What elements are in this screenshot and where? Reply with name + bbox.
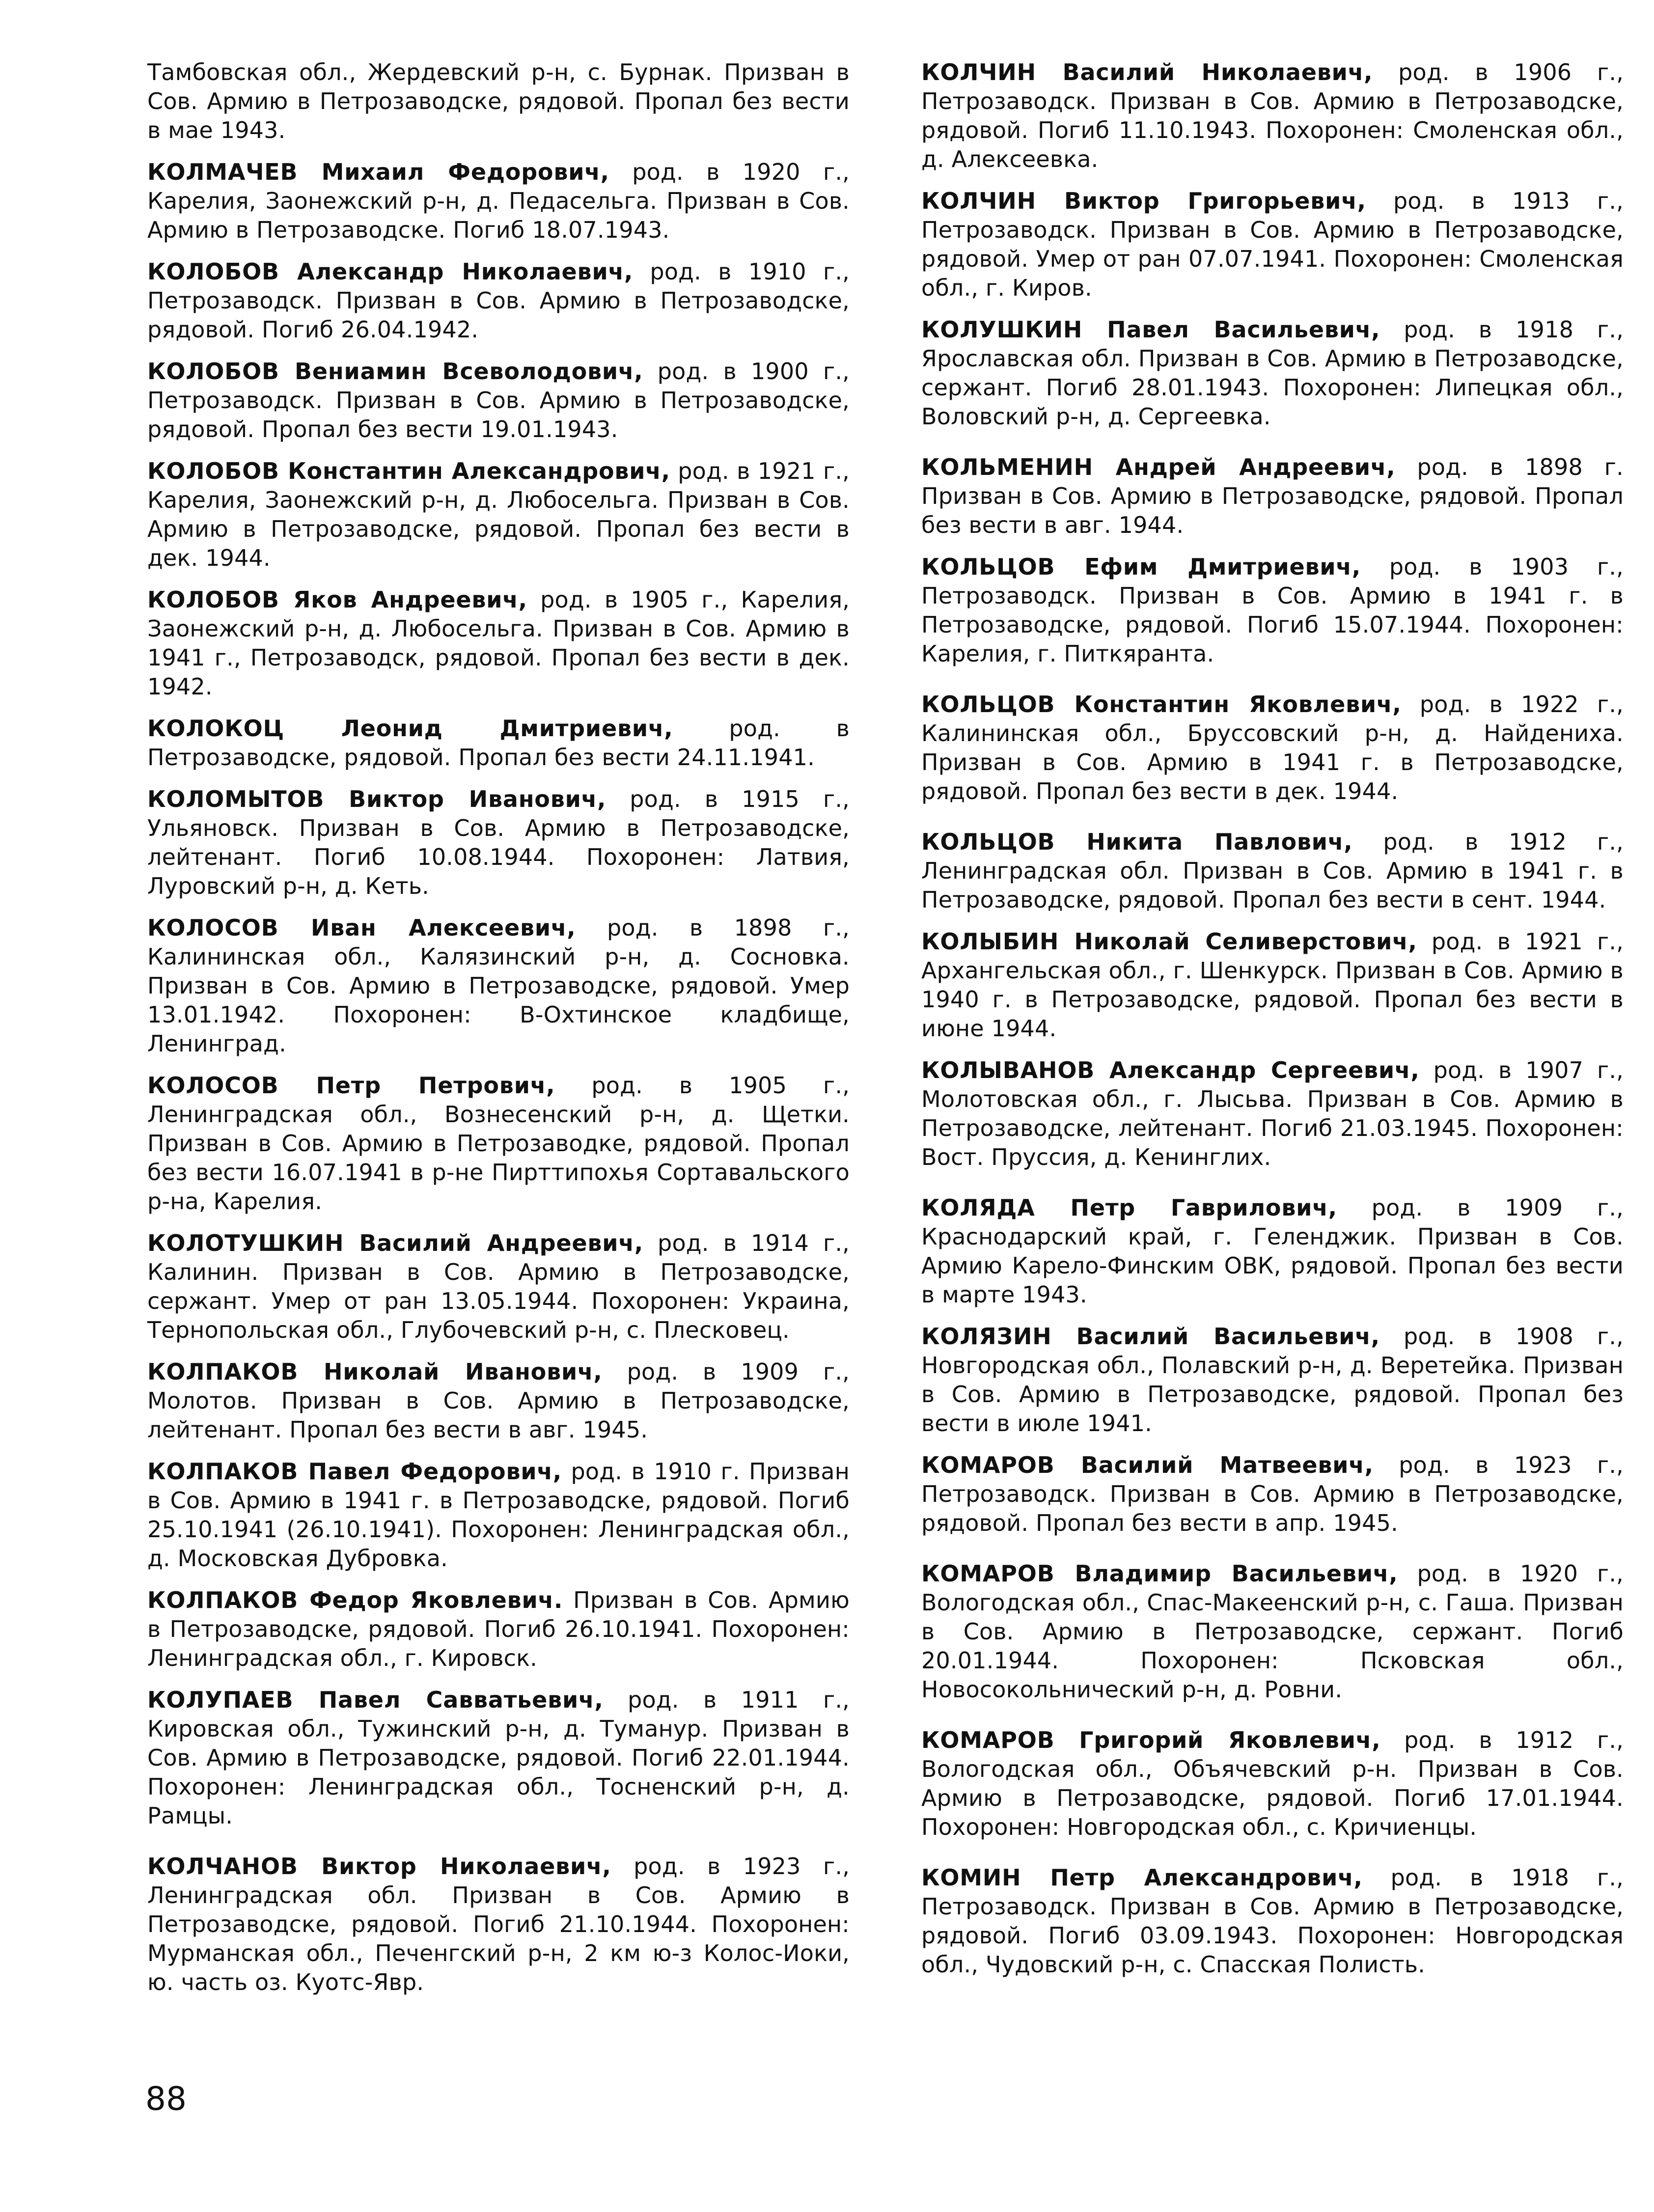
entry-text: род. в 1907 г., Молотовская обл., г. Лысьва. Призван в Сов. Армию в Петрозаводске, лейтенант. Погиб 21.03.1945. Похоронен: Вост. Пруссия, д. Кенинглих.: [921, 1057, 1624, 1170]
entry-text: Призван в Сов. Армию в Петрозаводске, рядовой. Погиб 26.10.1941. Похоронен: Ленинградская обл., г. Кировск.: [147, 1587, 850, 1671]
entry-text: род. в 1921 г., Карелия, Заонежский р-н, д. Любосельга. Призван в Сов. Армию в Петрозаводске, рядовой. Пропал без вести в дек. 1944.: [147, 458, 850, 571]
entry: [921, 315, 1624, 431]
entry-name: КОЛОБОВ Вениамин Всеволодович,: [147, 358, 643, 385]
entry-text: род. в 1920 г., Вологодская обл., Спас-Макеенский р-н, с. Гаша. Призван в Сов. Армию в Петрозаводске, сержант. Погиб 20.01.1944. Похоронен: Псковская обл., Новосокольнический р-н, д. Ровни.: [921, 1560, 1624, 1703]
entry-text: род. в 1909 г., Краснодарский край, г. Геленджик. Призван в Сов. Армию Карело-Финским ОВК, рядовой. Пропал без вести в марте 1943.: [921, 1194, 1624, 1308]
entry: [921, 1193, 1624, 1309]
entry-name: КОЛОСОВ Петр Петрович,: [147, 1072, 555, 1099]
entry-text: род. в 1903 г., Петрозаводск. Призван в Сов. Армию в 1941 г. в Петрозаводске, рядовой. Погиб 15.07.1944. Похоронен: Карелия, г. Питкяранта.: [921, 553, 1624, 667]
entry: [147, 1229, 850, 1345]
entry-name: КОЛЬЦОВ Константин Яковлевич,: [921, 691, 1402, 718]
entry: [921, 1726, 1624, 1842]
entry-text: род. в 1921 г., Архангельская обл., г. Шенкурск. Призван в Сов. Армию в 1940 г. в Петрозаводске, рядовой. Пропал без вести в июне 1944.: [921, 928, 1624, 1042]
entry-name: КОЛЧАНОВ Виктор Николаевич,: [147, 1853, 611, 1880]
entry-name: КОЛОБОВ Яков Андреевич,: [147, 586, 527, 613]
entry-name: КОЛОТУШКИН Василий Андреевич,: [147, 1230, 643, 1256]
page-number: 88: [145, 2080, 187, 2118]
entry: [921, 553, 1624, 668]
entry: [921, 828, 1624, 914]
entry-name: КОЛПАКОВ Павел Федорович,: [147, 1458, 562, 1485]
entry: [147, 257, 850, 344]
entry-name: КОЛЧИН Василий Николаевич,: [921, 59, 1373, 85]
entry-text: род. в 1906 г., Петрозаводск. Призван в Сов. Армию в Петрозаводске, рядовой. Погиб 11.10.1943. Похоронен: Смоленская обл., д. Алексеевка.: [921, 59, 1624, 172]
entry-name: КОЛОСОВ Иван Алексеевич,: [147, 914, 576, 941]
entry-text: род. в 1909 г., Молотов. Призван в Сов. Армию в Петрозаводске, лейтенант. Пропал без вести в авг. 1945.: [147, 1358, 850, 1443]
entry-name: КОЛЬЦОВ Ефим Дмитриевич,: [921, 553, 1361, 580]
entry-name: КОЛЬМЕНИН Андрей Андреевич,: [921, 454, 1396, 480]
entry-name: КОЛЫБИН Николай Селиверстович,: [921, 928, 1417, 955]
entry-name: КОЛЧИН Виктор Григорьевич,: [921, 188, 1366, 214]
entry-text: род. в 1912 г., Ленинградская обл. Призван в Сов. Армию в 1941 г. в Петрозаводске, рядовой. Пропал без вести в сент. 1944.: [921, 829, 1624, 913]
entry: [147, 357, 850, 444]
entry-text: род. в 1898 г. Призван в Сов. Армию в Петрозаводске, рядовой. Пропал без вести в авг. 1944.: [921, 454, 1624, 538]
entry-name: КОЛЬЦОВ Никита Павлович,: [921, 829, 1353, 855]
entry-name: КОЛПАКОВ Николай Иванович,: [147, 1358, 603, 1385]
entry: [921, 58, 1624, 174]
entry-text: род. в 1918 г., Петрозаводск. Призван в Сов. Армию в Петрозаводске, рядовой. Погиб 03.09.1943. Похоронен: Новгородская обл., Чудовский р-н, с. Спасская Полисть.: [921, 1864, 1624, 1978]
entry: [147, 1586, 850, 1673]
entry: [147, 585, 850, 701]
entry: [921, 187, 1624, 303]
entry-text: род. в 1905 г., Карелия, Заонежский р-н, д. Любосельга. Призван в Сов. Армию в 1941 г., Петрозаводск, рядовой. Пропал без вести в дек. 1942.: [147, 586, 850, 700]
entry-text: род. в 1910 г., Петрозаводск. Призван в Сов. Армию в Петрозаводске, рядовой. Погиб 26.04.1942.: [147, 258, 850, 343]
entry-name: КОМИН Петр Александрович,: [921, 1864, 1363, 1891]
entry-text: род. в 1900 г., Петрозаводск. Призван в Сов. Армию в Петрозаводске, рядовой. Пропал без вести 19.01.1943.: [147, 358, 850, 442]
entry-name: КОЛЯЗИН Василий Васильевич,: [921, 1323, 1380, 1350]
entry-name: КОМАРОВ Василий Матвеевич,: [921, 1452, 1374, 1478]
entry: [147, 1357, 850, 1444]
entry: [921, 1322, 1624, 1438]
entry: [921, 1056, 1624, 1172]
entry-name: КОЛОКОЦ Леонид Дмитриевич,: [147, 715, 673, 742]
entry-name: КОМАРОВ Владимир Васильевич,: [921, 1560, 1398, 1587]
entry-text: род. в 1920 г., Карелия, Заонежский р-н, д. Педасельга. Призван в Сов. Армию в Петрозаводске. Погиб 18.07.1943.: [147, 159, 850, 243]
entry-name: КОЛМАЧЕВ Михаил Федорович,: [147, 159, 609, 185]
entry: [147, 1071, 850, 1216]
entry-name: КОЛУПАЕВ Павел Савватьевич,: [147, 1687, 604, 1713]
entry: [147, 1457, 850, 1573]
entry-text: род. в 1914 г., Калинин. Призван в Сов. Армию в Петрозаводске, сержант. Умер от ран 13.05.1944. Похоронен: Украина, Тернопольская обл., Глубочевский р-н, с. Плесковец.: [147, 1230, 850, 1343]
entry-text: род. в 1911 г., Кировская обл., Тужинский р-н, д. Туманур. Призван в Сов. Армию в Петрозаводске, рядовой. Погиб 22.01.1944. Похоронен: Ленинградская обл., Тосненский р-н, д. Рамцы.: [147, 1687, 850, 1829]
entry-text: род. в 1913 г., Петрозаводск. Призван в Сов. Армию в Петрозаводске, рядовой. Умер от ран 07.07.1941. Похоронен: Смоленская обл., г. Киров.: [921, 188, 1624, 301]
entry-text: род. в 1910 г. Призван в Сов. Армию в 1941 г. в Петрозаводске, рядовой. Погиб 25.10.1941 (26.10.1941). Похоронен: Ленинградская обл., д. Московская Дубровка.: [147, 1458, 850, 1572]
entry-text: род. в 1908 г., Новгородская обл., Полавский р-н, д. Веретейка. Призван в Сов. Армию в Петрозаводске, рядовой. Пропал без вести в июле 1941.: [921, 1323, 1624, 1437]
entry-text: род. в 1923 г., Ленинградская обл. Призван в Сов. Армию в Петрозаводске, рядовой. Погиб 21.10.1944. Похоронен: Мурманская обл., Печенгский р-н, 2 км ю-з Колос-Иоки, ю. часть оз. Куотс-Явр.: [147, 1853, 850, 1995]
entry-text: род. в 1922 г., Калининская обл., Бруссовский р-н, д. Найдениха. Призван в Сов. Армию в 1941 г. в Петрозаводске, рядовой. Пропал без вести в дек. 1944.: [921, 691, 1624, 804]
entry-text: Тамбовская обл., Жердевский р-н, с. Бурнак. Призван в Сов. Армию в Петрозаводске, рядовой. Пропал без вести в мае 1943.: [147, 59, 850, 143]
entry-text: род. в 1905 г., Ленинградская обл., Вознесенский р-н, д. Щетки. Призван в Сов. Армию в Петрозаводке, рядовой. Пропал без вести 16.07.1941 в р-не Пирттипохья Сортавальского р-на, Карелия.: [147, 1072, 850, 1215]
entry-text: род. в 1898 г., Калининская обл., Калязинский р-н, д. Сосновка. Призван в Сов. Армию в Петрозаводске, рядовой. Умер 13.01.1942. Похоронен: В-Охтинское кладбище, Ленинград.: [147, 914, 850, 1057]
entry: [921, 927, 1624, 1043]
entry-name: КОЛЯДА Петр Гаврилович,: [921, 1194, 1337, 1221]
entry: [921, 1451, 1624, 1538]
entry: [147, 1852, 850, 1997]
entry-name: КОЛУШКИН Павел Васильевич,: [921, 316, 1380, 343]
entry: [147, 158, 850, 245]
left-column: [147, 58, 850, 2010]
entry: [921, 453, 1624, 540]
entry-text: род. в 1918 г., Ярославская обл. Призван в Сов. Армию в Петрозаводске, сержант. Погиб 28.01.1943. Похоронен: Липецкая обл., Воловский р-н, д. Сергеевка.: [921, 316, 1624, 430]
entry-text: род. в 1923 г., Петрозаводск. Призван в Сов. Армию в Петрозаводске, рядовой. Пропал без вести в апр. 1945.: [921, 1452, 1624, 1536]
entry-text: род. в Петрозаводске, рядовой. Пропал без вести 24.11.1941.: [147, 715, 850, 771]
entry-name: КОЛОБОВ Константин Александрович,: [147, 458, 670, 484]
entry: [921, 1559, 1624, 1704]
entry-name: КОМАРОВ Григорий Яковлевич,: [921, 1727, 1381, 1753]
entry: [921, 1863, 1624, 1979]
entry: [147, 714, 850, 772]
entry-name: КОЛПАКОВ Федор Яковлевич.: [147, 1587, 563, 1613]
right-column: [921, 58, 1624, 1992]
entry-name: КОЛЫВАНОВ Александр Сергеевич,: [921, 1057, 1420, 1083]
entry: [147, 58, 850, 145]
entry: [147, 785, 850, 901]
entry-name: КОЛОМЫТОВ Виктор Иванович,: [147, 786, 606, 812]
entry: [147, 913, 850, 1058]
entry: [147, 457, 850, 573]
entry: [147, 1686, 850, 1830]
entry: [921, 690, 1624, 806]
entry-name: КОЛОБОВ Александр Николаевич,: [147, 258, 634, 285]
entry-text: род. в 1915 г., Ульяновск. Призван в Сов. Армию в Петрозаводске, лейтенант. Погиб 10.08.1944. Похоронен: Латвия, Луровский р-н, д. Кеть.: [147, 786, 850, 899]
entry-text: род. в 1912 г., Вологодская обл., Объячевский р-н. Призван в Сов. Армию в Петрозаводске, рядовой. Погиб 17.01.1944. Похоронен: Новгородская обл., с. Кричиенцы.: [921, 1727, 1624, 1840]
